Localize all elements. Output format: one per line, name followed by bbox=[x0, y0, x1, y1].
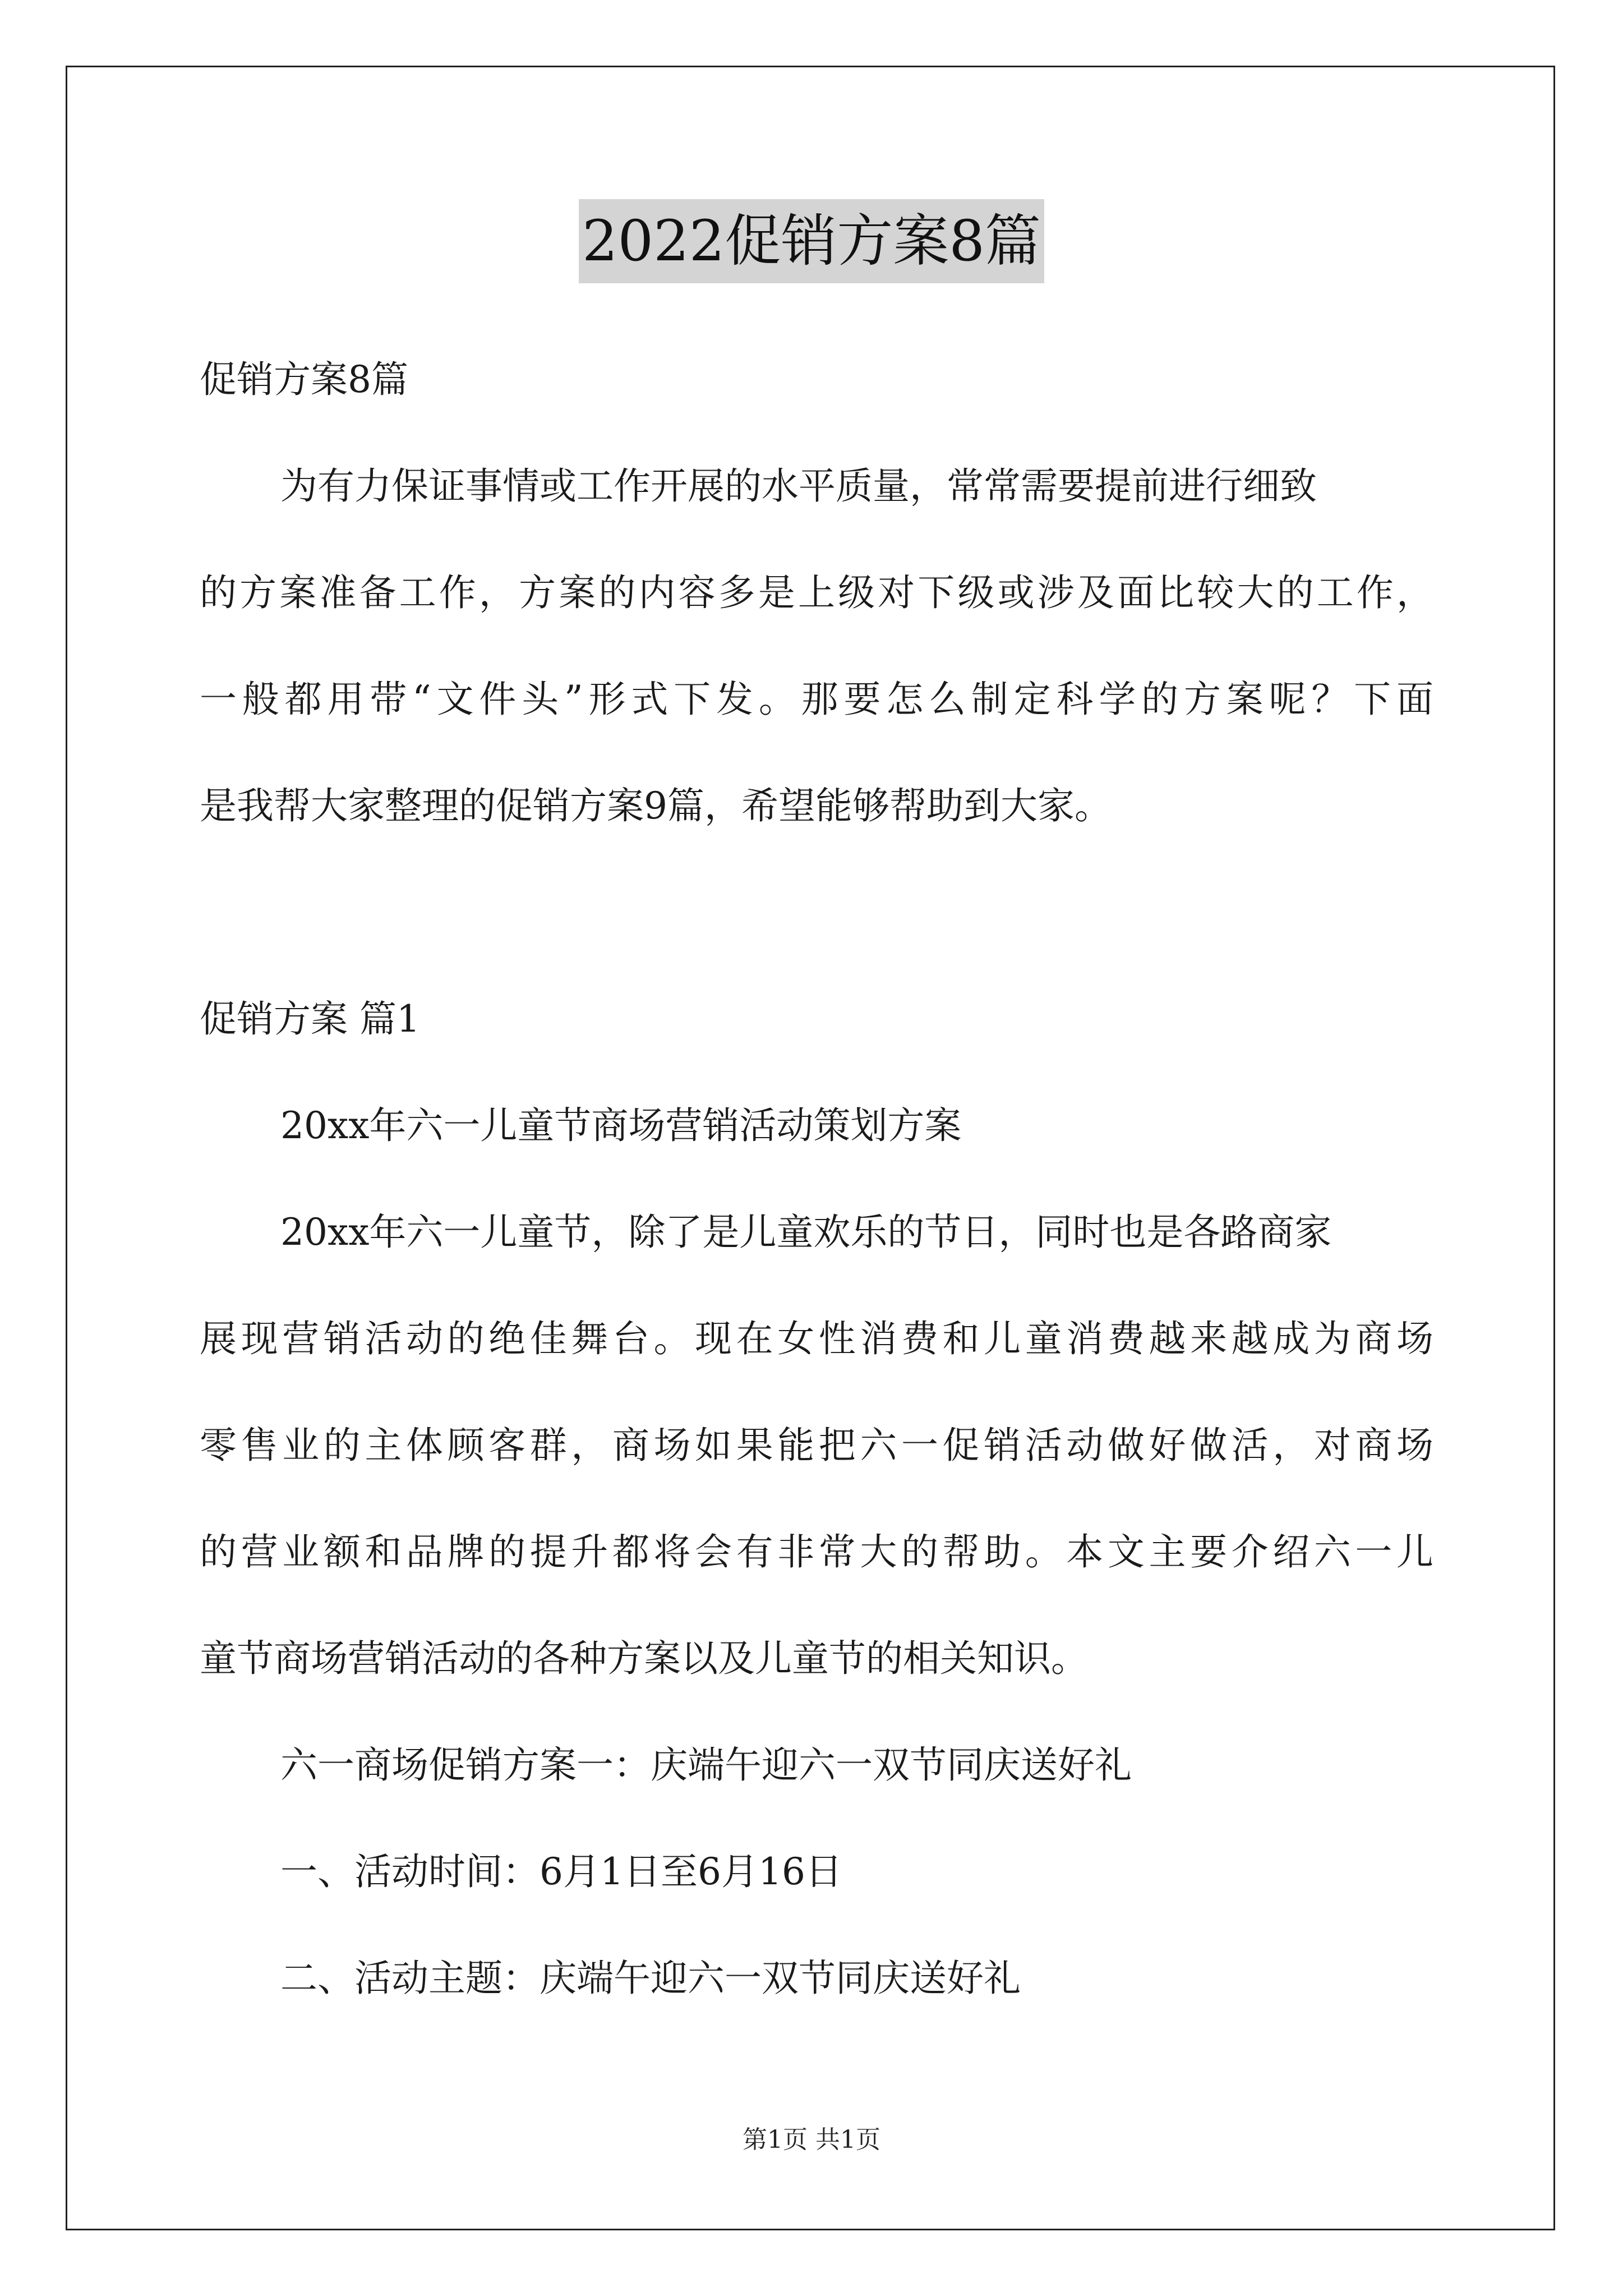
list-item: 一、活动时间：6月1日至6月16日 bbox=[280, 1850, 842, 1893]
intro-line: 为有力保证事情或工作开展的水平质量，常常需要提前进行细致 bbox=[280, 464, 1317, 508]
plan-title: 六一商场促销方案一：庆端午迎六一双节同庆送好礼 bbox=[280, 1743, 1132, 1787]
title-container bbox=[0, 199, 1623, 283]
section-heading: 促销方案 篇1 bbox=[200, 997, 420, 1041]
page-footer: 第1页 共1页 bbox=[743, 2125, 880, 2154]
doc-heading: 促销方案8篇 bbox=[200, 358, 408, 401]
document-title: 2022促销方案8篇 bbox=[579, 199, 1044, 283]
body-line: 的营业额和品牌的提升都将会有非常大的帮助。本文主要介绍六一儿 bbox=[200, 1530, 1433, 1573]
subtitle: 20xx年六一儿童节商场营销活动策划方案 bbox=[280, 1104, 962, 1147]
intro-line: 是我帮大家整理的促销方案9篇，希望能够帮助到大家。 bbox=[200, 784, 1112, 827]
body-line: 展现营销活动的绝佳舞台。现在女性消费和儿童消费越来越成为商场 bbox=[200, 1317, 1433, 1360]
list-item: 二、活动主题：庆端午迎六一双节同庆送好礼 bbox=[280, 1957, 1021, 2000]
body-line: 20xx年六一儿童节，除了是儿童欢乐的节日，同时也是各路商家 bbox=[280, 1211, 1332, 1254]
intro-line: 的方案准备工作，方案的内容多是上级对下级或涉及面比较大的工作， bbox=[200, 571, 1433, 614]
intro-line: 一般都用带“文件头”形式下发。那要怎么制定科学的方案呢？下面 bbox=[200, 678, 1433, 721]
body-line: 童节商场营销活动的各种方案以及儿童节的相关知识。 bbox=[200, 1637, 1088, 1680]
body-line: 零售业的主体顾客群，商场如果能把六一促销活动做好做活，对商场 bbox=[200, 1424, 1433, 1467]
